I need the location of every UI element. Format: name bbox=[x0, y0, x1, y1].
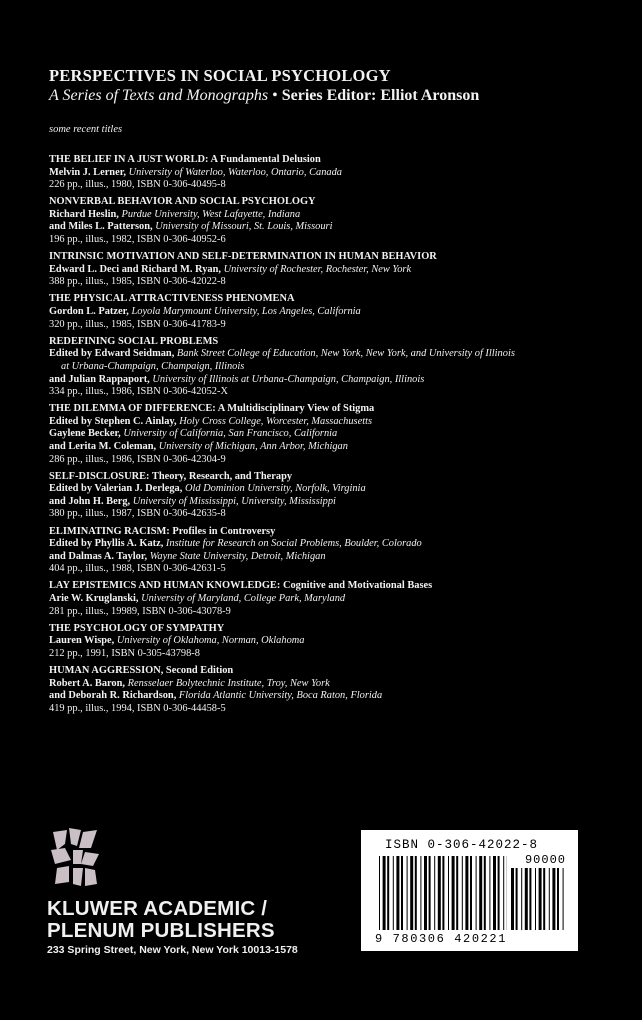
publisher-logo bbox=[47, 826, 103, 893]
book-title-line bbox=[49, 251, 619, 264]
author-affiliation: University of Maryland, College Park, Maryland bbox=[141, 593, 346, 604]
publisher-block bbox=[47, 898, 298, 956]
author-affiliation: Bank Street College of Education, New York, New York, and University of Illinois bbox=[176, 348, 515, 360]
book-title-line bbox=[49, 154, 619, 167]
author-name: Edited by Phyllis A. Katz, bbox=[49, 538, 164, 550]
book-entry bbox=[49, 403, 619, 466]
author-name: Lauren Wispe, bbox=[49, 635, 115, 647]
series-subtitle-line bbox=[49, 86, 609, 106]
barcode-bar bbox=[420, 856, 421, 930]
bullet: • bbox=[272, 87, 278, 104]
author-name: Edited by Stephen C. Ainlay, bbox=[49, 415, 177, 427]
book-author-line bbox=[49, 361, 619, 374]
book-title-line bbox=[49, 665, 619, 678]
barcode-bar bbox=[429, 856, 431, 930]
book-title: REDEFINING SOCIAL PROBLEMS bbox=[49, 335, 219, 347]
barcode-label bbox=[361, 830, 578, 951]
book-title-line bbox=[49, 623, 619, 636]
book-title-line bbox=[49, 196, 619, 209]
book-title-line bbox=[49, 336, 619, 349]
barcode-bar bbox=[552, 868, 555, 930]
book-subtitle: Profiles in Controversy bbox=[172, 525, 276, 537]
book-entry bbox=[49, 336, 619, 399]
author-affiliation: University of Michigan, Ann Arbor, Michigan bbox=[158, 440, 348, 452]
book-info: 404 pp., illus., 1988, ISBN 0-306-42631-5 bbox=[49, 563, 226, 575]
author-affiliation: University of Oklahoma, Norman, Oklahoma bbox=[116, 635, 305, 647]
book-author-line bbox=[49, 264, 619, 277]
book-author-line bbox=[49, 306, 619, 319]
book-author-line bbox=[49, 483, 619, 496]
barcode-bar bbox=[557, 868, 559, 930]
book-title: THE BELIEF IN A JUST WORLD: bbox=[49, 154, 209, 165]
author-name: and Dalmas A. Taylor, bbox=[49, 550, 148, 562]
author-affiliation: at Urbana-Champaign, Champaign, Illinois bbox=[61, 360, 245, 372]
ean-number: 9 780306 420221 bbox=[375, 932, 508, 946]
barcode-bar bbox=[410, 856, 413, 930]
book-entry bbox=[49, 526, 619, 576]
barcode-bar bbox=[535, 868, 536, 930]
book-subtitle: A Multidisciplinary View of Stigma bbox=[217, 403, 375, 415]
author-affiliation: University of Mississippi, University, Mississippi bbox=[132, 495, 336, 507]
author-name: Gaylene Becker, bbox=[49, 428, 121, 440]
barcode-bar bbox=[493, 856, 496, 930]
book-author-line bbox=[49, 690, 619, 703]
book-author-line bbox=[49, 538, 619, 551]
barcode-bar bbox=[415, 856, 417, 930]
author-affiliation: University of Illinois at Urbana-Champaign, Champaign, Illinois bbox=[152, 373, 425, 385]
book-info: 196 pp., illus., 1982, ISBN 0-306-40952-6 bbox=[49, 234, 226, 246]
book-title: THE PHYSICAL ATTRACTIVENESS PHENOMENA bbox=[49, 293, 295, 305]
book-entry bbox=[49, 154, 619, 192]
book-title-line bbox=[49, 403, 619, 416]
barcode-bar bbox=[407, 856, 408, 930]
barcode-bar bbox=[379, 856, 380, 930]
publisher-logo-icon bbox=[47, 826, 103, 888]
author-affiliation: Purdue University, West Lafayette, Indiana bbox=[121, 208, 301, 220]
barcode-bar bbox=[563, 868, 564, 930]
author-affiliation: University of Rochester, Rochester, New York bbox=[223, 263, 412, 275]
book-author-line bbox=[49, 678, 619, 691]
book-title: SELF-DISCLOSURE: bbox=[49, 470, 150, 482]
author-name: Edward L. Deci and Richard M. Ryan, bbox=[49, 263, 221, 275]
series-title: PERSPECTIVES IN SOCIAL PSYCHOLOGY bbox=[49, 66, 391, 85]
author-name: Edited by Edward Seidman, bbox=[49, 348, 175, 360]
author-name: Edited by Valerian J. Derlega, bbox=[49, 483, 183, 495]
book-list bbox=[49, 154, 619, 720]
barcode-bar bbox=[470, 856, 472, 930]
series-header bbox=[49, 66, 609, 106]
author-name: and Lerita M. Coleman, bbox=[49, 440, 157, 452]
book-author-line bbox=[49, 221, 619, 234]
book-author-line bbox=[49, 441, 619, 454]
author-affiliation: Florida Atlantic University, Boca Raton, Florida bbox=[178, 690, 383, 702]
book-author-line bbox=[49, 416, 619, 429]
book-author-line bbox=[49, 635, 619, 648]
book-info: 320 pp., illus., 1985, ISBN 0-306-41783-9 bbox=[49, 318, 226, 330]
book-info: 226 pp., illus., 1980, ISBN 0-306-40495-8 bbox=[49, 179, 226, 191]
barcode-bar bbox=[484, 856, 486, 930]
barcode-bar bbox=[543, 868, 545, 930]
barcode-bar bbox=[462, 856, 463, 930]
author-name: and John H. Berg, bbox=[49, 495, 131, 507]
author-name: and Deborah R. Richardson, bbox=[49, 690, 177, 702]
book-author-line bbox=[49, 209, 619, 222]
author-affiliation: Institute for Research on Social Problems, Boulder, Colorado bbox=[165, 538, 422, 550]
book-title-line bbox=[49, 580, 619, 593]
barcode-bar bbox=[521, 868, 522, 930]
book-info: 388 pp., illus., 1985, ISBN 0-306-42022-8 bbox=[49, 276, 226, 288]
author-affiliation: Loyola Marymount University, Los Angeles, California bbox=[131, 306, 361, 318]
book-entry bbox=[49, 580, 619, 618]
barcode-bar bbox=[503, 856, 504, 930]
barcode-bar bbox=[387, 856, 389, 930]
book-title-line bbox=[49, 293, 619, 306]
book-author-line bbox=[49, 496, 619, 509]
book-title: THE PSYCHOLOGY OF SYMPATHY bbox=[49, 622, 225, 634]
book-title: LAY EPISTEMICS AND HUMAN KNOWLEDGE: bbox=[49, 580, 281, 592]
author-name: Melvin J. Lerner, bbox=[49, 166, 126, 178]
book-info: 419 pp., illus., 1994, ISBN 0-306-44458-5 bbox=[49, 702, 226, 714]
book-entry bbox=[49, 196, 619, 246]
barcode-bar bbox=[456, 856, 458, 930]
barcode-bar bbox=[539, 868, 542, 930]
book-subtitle: Theory, Research, and Therapy bbox=[151, 470, 293, 482]
book-entry bbox=[49, 665, 619, 715]
book-author-line bbox=[49, 593, 619, 606]
author-affiliation: University of Waterloo, Waterloo, Ontario, Canada bbox=[128, 166, 342, 178]
author-affiliation: University of California, San Francisco, California bbox=[123, 428, 338, 440]
book-entry bbox=[49, 251, 619, 289]
barcode-bar bbox=[498, 856, 500, 930]
isbn-text: ISBN 0-306-42022-8 bbox=[385, 838, 539, 852]
book-title-line bbox=[49, 471, 619, 484]
publisher-name-line1: KLUWER ACADEMIC / bbox=[47, 897, 268, 920]
author-name: Gordon L. Patzer, bbox=[49, 306, 129, 318]
author-affiliation: Rensselaer Bolytechnic Institute, Troy, New York bbox=[127, 677, 330, 689]
barcode-bar bbox=[489, 856, 490, 930]
author-name: Arie W. Kruglanski, bbox=[49, 593, 139, 604]
barcode-bar bbox=[396, 856, 399, 930]
series-subtitle: A Series of Texts and Monographs bbox=[49, 87, 269, 104]
author-name: and Miles L. Patterson, bbox=[49, 221, 153, 233]
barcode-bar bbox=[383, 856, 386, 930]
book-info: 334 pp., illus., 1986, ISBN 0-306-42052-X bbox=[49, 386, 228, 398]
barcode-bar bbox=[529, 868, 531, 930]
barcode-bar bbox=[452, 856, 455, 930]
book-title: HUMAN AGGRESSION, bbox=[49, 664, 164, 676]
barcode-bar bbox=[516, 868, 518, 930]
barcode-bar bbox=[393, 856, 394, 930]
series-editor: Series Editor: Elliot Aronson bbox=[281, 87, 480, 104]
book-info: 380 pp., illus., 1987, ISBN 0-306-42635-8 bbox=[49, 508, 226, 520]
book-info: 212 pp., 1991, ISBN 0-305-43798-8 bbox=[49, 647, 200, 659]
publisher-name-line2: PLENUM PUBLISHERS bbox=[47, 919, 275, 942]
book-author-line bbox=[49, 348, 619, 361]
barcode-bar bbox=[438, 856, 441, 930]
book-entry bbox=[49, 293, 619, 331]
barcode-bar bbox=[434, 856, 435, 930]
book-title: INTRINSIC MOTIVATION AND SELF-DETERMINATION IN HUMAN BEHAVIOR bbox=[49, 251, 437, 263]
book-subtitle: Second Edition bbox=[165, 664, 234, 676]
author-name: and Julian Rappaport, bbox=[49, 373, 150, 385]
recent-titles-label: some recent titles bbox=[49, 124, 123, 135]
book-info: 281 pp., illus., 19989, ISBN 0-306-43078-9 bbox=[49, 605, 231, 617]
barcode-bar bbox=[465, 856, 468, 930]
barcode-bar bbox=[525, 868, 528, 930]
book-subtitle: A Fundamental Delusion bbox=[210, 154, 321, 165]
barcode-bar bbox=[511, 868, 514, 930]
barcode-bar bbox=[476, 856, 477, 930]
barcode-bar bbox=[549, 868, 550, 930]
book-author-line bbox=[49, 551, 619, 564]
book-title: ELIMINATING RACISM: bbox=[49, 525, 170, 537]
publisher-address: 233 Spring Street, New York, New York 10013-1578 bbox=[47, 944, 298, 956]
book-author-line bbox=[49, 167, 619, 180]
barcode-bar bbox=[442, 856, 444, 930]
book-title: THE DILEMMA OF DIFFERENCE: bbox=[49, 403, 216, 415]
author-name: Robert A. Baron, bbox=[49, 677, 126, 689]
book-author-line bbox=[49, 428, 619, 441]
author-affiliation: Holy Cross College, Worcester, Massachusetts bbox=[179, 415, 373, 427]
book-author-line bbox=[49, 374, 619, 387]
barcode-bar bbox=[448, 856, 449, 930]
barcode-bar bbox=[424, 856, 427, 930]
author-affiliation: University of Missouri, St. Louis, Missouri bbox=[155, 221, 333, 233]
barcode-bar bbox=[401, 856, 403, 930]
author-affiliation: Old Dominion University, Norfolk, Virginia bbox=[184, 483, 366, 495]
book-entry bbox=[49, 623, 619, 661]
book-info: 286 pp., illus., 1986, ISBN 0-306-42304-9 bbox=[49, 453, 226, 465]
price-code: 90000 bbox=[524, 853, 566, 867]
author-name: Richard Heslin, bbox=[49, 208, 119, 220]
book-title-line bbox=[49, 526, 619, 539]
book-entry bbox=[49, 471, 619, 521]
barcode-bar bbox=[479, 856, 482, 930]
author-affiliation: Wayne State University, Detroit, Michigan bbox=[149, 550, 326, 562]
book-title: NONVERBAL BEHAVIOR AND SOCIAL PSYCHOLOGY bbox=[49, 196, 316, 208]
book-subtitle: Cognitive and Motivational Bases bbox=[282, 580, 433, 592]
